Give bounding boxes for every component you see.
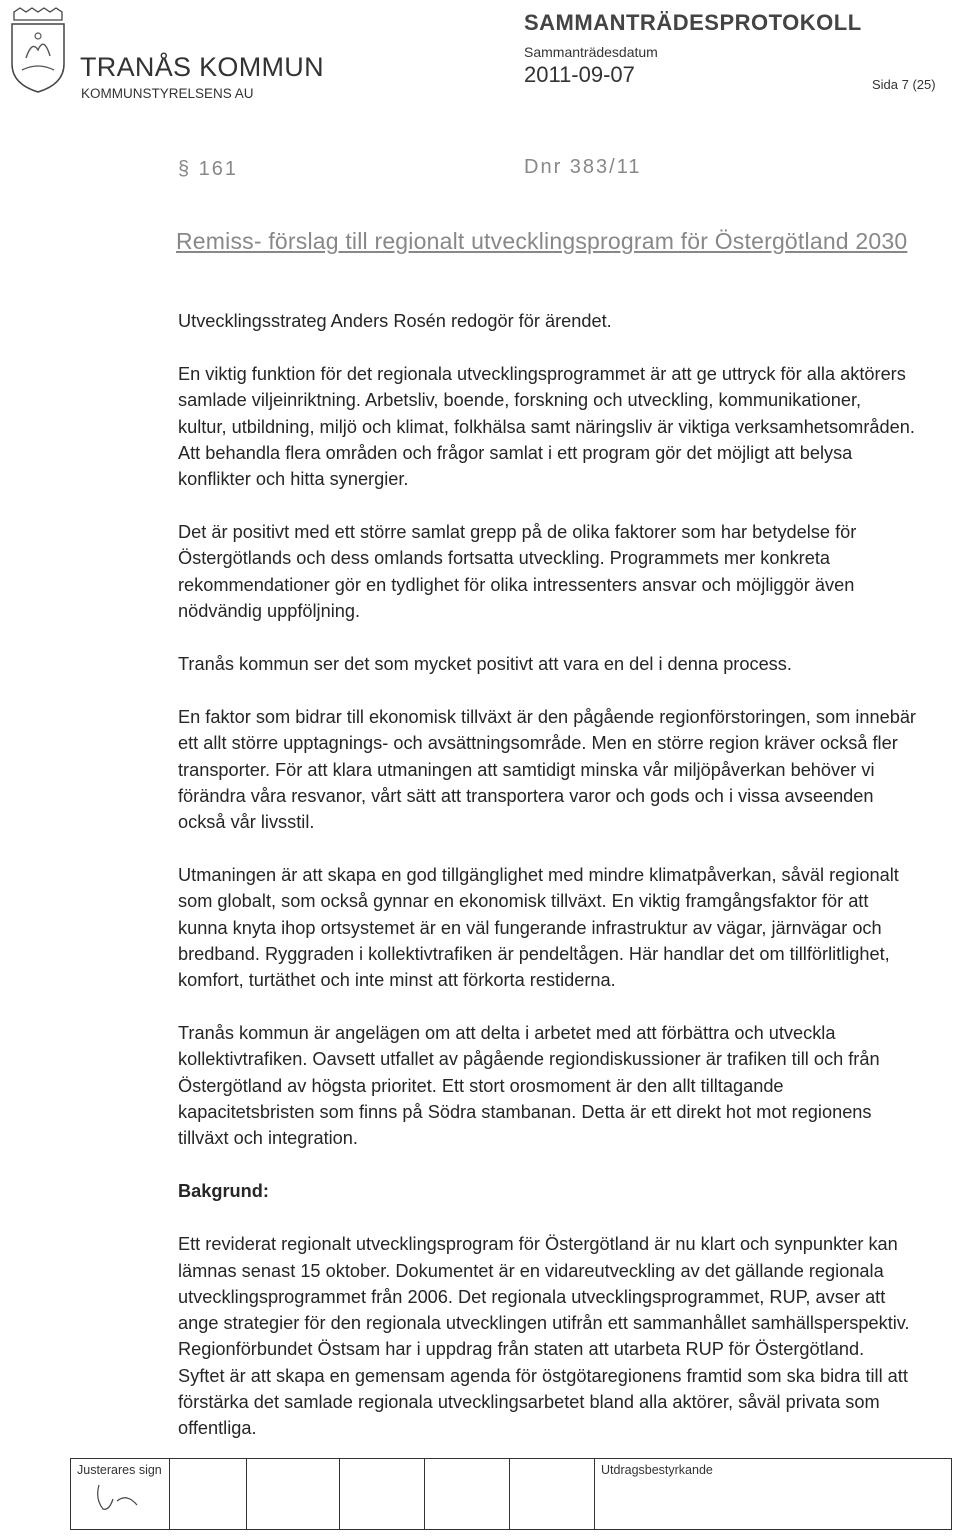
- signature-cell: [247, 1459, 340, 1530]
- case-subject-heading: Remiss- förslag till regionalt utvecklingsprogram för Östergötland 2030: [176, 228, 908, 254]
- body-paragraph: Utvecklingsstrateg Anders Rosén redogör för ärendet.: [178, 311, 612, 331]
- utdragsbestyrkande-label: Utdragsbestyrkande: [601, 1463, 713, 1477]
- page-header: [0, 0, 960, 110]
- body-paragraph: Ett reviderat regionalt utvecklingsprogram för Östergötland är nu klart och synpunkter kan lämnas senast 15 oktober. Dokumentet är en vidareutveckling av det gällande regionala utvecklingsprogrammet från 2006. Det regionala utvecklingsprogrammet, RUP, avser att ange strategier för den regionala utvecklingen utifrån ett sammanhållet samhällsperspektiv. Regionförbundet Östsam har i uppdrag från staten att utarbeta RUP för Östergötland. Syftet är att skapa en gemensam agenda för östgötaregionens framtid som ska bidra till att förstärka det samlade regionala utvecklingsarbetet bland alla aktörer, såväl privata som offentliga.: [178, 1234, 910, 1438]
- protocol-body: [178, 308, 948, 1441]
- diary-number: Dnr 383/11: [524, 156, 642, 178]
- meeting-date-value: 2011-09-07: [524, 62, 635, 87]
- signature-cell: [340, 1459, 425, 1530]
- signature-table: [70, 1458, 952, 1530]
- document-title: SAMMANTRÄDESPROTOKOLL: [524, 10, 862, 35]
- signature-cell: [425, 1459, 510, 1530]
- organization-department: KOMMUNSTYRELSENS AU: [81, 86, 254, 101]
- handwritten-initials: [93, 1481, 153, 1515]
- paragraph-number: § 161: [178, 158, 239, 180]
- signature-cell: [170, 1459, 247, 1530]
- meeting-date-label: Sammanträdesdatum: [524, 44, 658, 60]
- signature-cell: [510, 1459, 595, 1530]
- body-paragraph: Det är positivt med ett större samlat grepp på de olika faktorer som har betydelse för Östergötlands och dess omlands fortsatta utveckling. Programmets mer konkreta rekommendationer gör en tydlighet för olika intressenters ansvar och möjliggör även nödvändig uppföljning.: [178, 522, 857, 621]
- body-paragraph: Utmaningen är att skapa en god tillgänglighet med mindre klimatpåverkan, såväl regionalt som globalt, som också gynnar en ekonomisk tillväxt. En viktig framgångsfaktor för att kunna knyta ihop ortsystemet är en väl fungerande infrastruktur av vägar, järnvägar och bredband. Ryggraden i kollektivtrafiken är pendeltågen. Här handlar det om tillförlitlighet, komfort, turtäthet och inte minst att förkorta restiderna.: [178, 865, 899, 991]
- municipal-crest-logo: [6, 6, 70, 94]
- organization-name: TRANÅS KOMMUN: [80, 52, 324, 82]
- justerares-sign-cell: [71, 1459, 170, 1530]
- background-heading: Bakgrund:: [178, 1181, 269, 1202]
- body-paragraph: En viktig funktion för det regionala utvecklingsprogrammet är att ge uttryck för alla aktörers samlade viljeinriktning. Arbetsliv, boende, forskning och utveckling, kommunikationer, kultur, utbildning, miljö och klimat, folkhälsa samt näringsliv är viktiga verksamhetsområden. Att behandla flera områden och frågor samlat i ett program gör det möjligt att belysa konflikter och hitta synergier.: [178, 364, 915, 490]
- justerares-sign-label: Justerares sign: [77, 1463, 162, 1477]
- body-paragraph: Tranås kommun är angelägen om att delta i arbetet med att förbättra och utveckla kollektivtrafiken. Oavsett utfallet av pågående regiondiskussioner är trafiken till och från Östergötland av högsta prioritet. Ett stort orosmoment är den allt tilltagande kapacitetsbristen som finns på Södra stambanan. Detta är ett direkt hot mot regionens tillväxt och integration.: [178, 1023, 880, 1149]
- body-paragraph: Tranås kommun ser det som mycket positivt att vara en del i denna process.: [178, 654, 792, 675]
- utdragsbestyrkande-cell: [595, 1459, 952, 1530]
- page-number: Sida 7 (25): [872, 77, 936, 92]
- body-paragraph: En faktor som bidrar till ekonomisk tillväxt är den pågående regionförstoringen, som innebär ett allt större upptagnings- och avsättningsområde. Men en större region kräver också fler transporter. För att klara utmaningen att samtidigt minska vår miljöpåverkan behöver vi förändra våra resvanor, vårt sätt att transportera varor och gods och i vissa avseenden också vår livsstil.: [178, 707, 916, 833]
